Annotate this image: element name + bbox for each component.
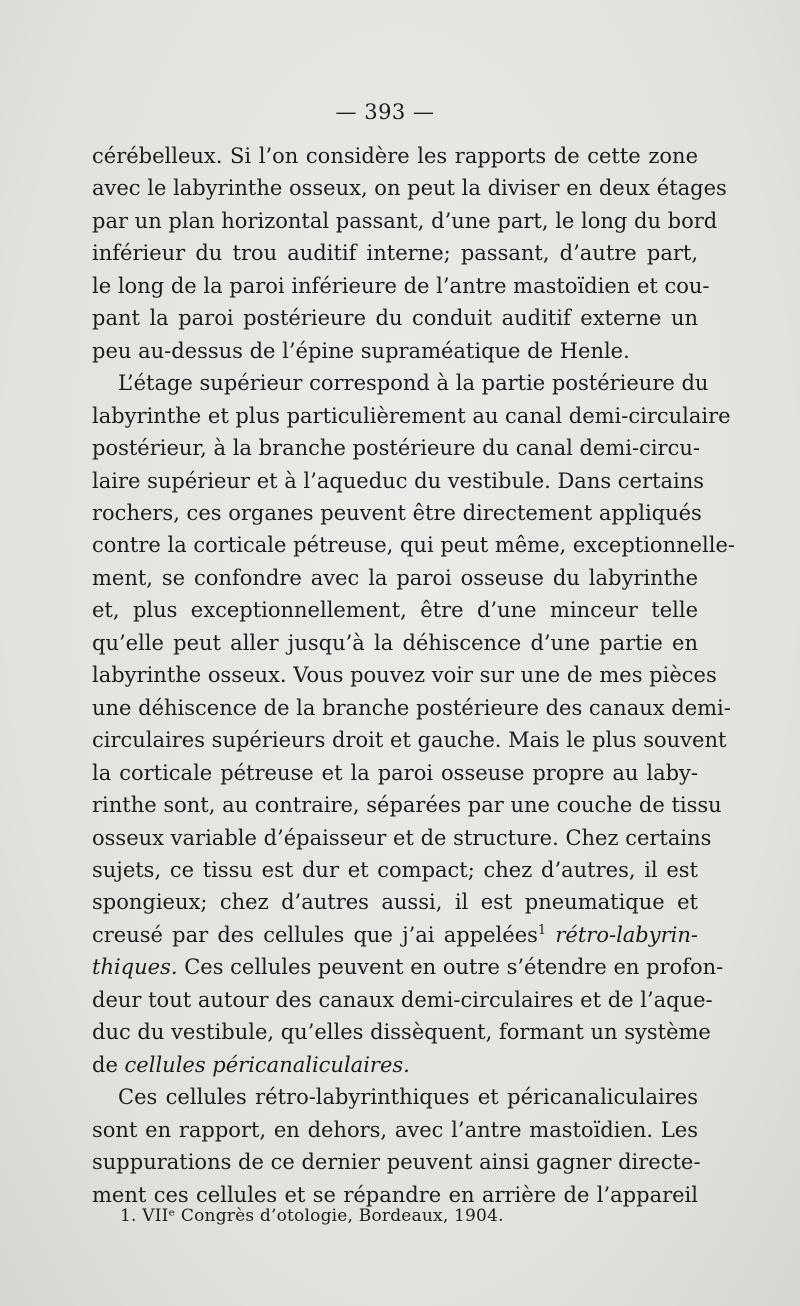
text-segment: Ces cellules peuvent en outre s’étendre en profon- [177,955,724,980]
text-segment-italic: rétro-labyrin- [546,922,698,947]
body-text [92,140,736,1211]
text-line: ment, se confondre avec la paroi osseuse du labyrinthe [92,565,698,590]
text-line: osseux variable d’épaisseur et de structure. Chez certains [92,825,712,850]
text-line: rochers, ces organes peuvent être directement appliqués [92,500,702,525]
text-segment-italic: cellules péricanaliculaires. [124,1052,410,1077]
text-line: la corticale pétreuse et la paroi osseuse propre au laby- [92,760,698,785]
text-line [92,951,724,983]
text-line: labyrinthe et plus particulièrement au canal demi-circulaire [92,403,731,428]
text-line [92,1049,698,1081]
text-line: labyrinthe osseux. Vous pouvez voir sur une de mes pièces [92,663,717,688]
text-segment: de [92,1052,125,1077]
text-line: duc du vestibule, qu’elles dissèquent, formant un système [92,1020,711,1045]
text-line: cérébelleux. Si l’on considère les rapports de cette zone [92,144,698,168]
text-line: inférieur du trou auditif interne; passant, d’autre part, [92,241,698,266]
text-line: Ces cellules rétro-labyrinthiques et péricanaliculaires [118,1085,698,1110]
paragraph-2 [92,367,736,1081]
text-line: circulaires supérieurs droit et gauche. Mais le plus souvent [92,728,727,753]
text-line: le long de la paroi inférieure de l’antre mastoïdien et cou- [92,273,710,298]
text-line: une déhiscence de la branche postérieure des canaux demi- [92,695,731,720]
text-line: contre la corticale pétreuse, qui peut même, exceptionnelle- [92,533,736,558]
text-line: sujets, ce tissu est dur et compact; chez d’autres, il est [92,857,698,882]
text-line: postérieur, à la branche postérieure du canal demi-circu- [92,436,700,461]
text-line: L’étage supérieur correspond à la partie postérieure du [118,371,709,396]
text-line: laire supérieur et à l’aqueduc du vestibule. Dans certains [92,468,705,493]
footnote: 1. VIIᵉ Congrès d’otologie, Bordeaux, 1904. [120,1206,504,1226]
text-line [92,919,698,951]
text-line: ment ces cellules et se répandre en arrière de l’appareil [92,1182,698,1207]
text-line: qu’elle peut aller jusqu’à la déhiscence d’une partie en [92,630,698,655]
footnote-marker: 1 [537,922,547,938]
text-line: deur tout autour des canaux demi-circulaires et de l’aque- [92,987,713,1012]
text-line: par un plan horizontal passant, d’une part, le long du bord [92,208,718,233]
text-line: et, plus exceptionnellement, être d’une minceur telle [92,598,698,623]
text-segment: creusé par des cellules que j’ai appelées [92,922,538,947]
text-line: spongieux; chez d’autres aussi, il est pneumatique et [92,890,698,915]
paragraph-1 [92,140,727,367]
text-segment-italic: thiques. [92,955,178,980]
page-number: — 393 — [335,100,435,124]
text-line: peu au-dessus de l’épine supraméatique de Henle. [92,338,630,363]
text-line: rinthe sont, au contraire, séparées par une couche de tissu [92,793,722,818]
text-line: avec le labyrinthe osseux, on peut la diviser en deux étages [92,176,727,201]
paragraph-3 [92,1081,701,1211]
text-line: suppurations de ce dernier peuvent ainsi gagner directe- [92,1150,701,1175]
text-line: sont en rapport, en dehors, avec l’antre mastoïdien. Les [92,1117,698,1142]
text-line: pant la paroi postérieure du conduit auditif externe un [92,306,698,331]
